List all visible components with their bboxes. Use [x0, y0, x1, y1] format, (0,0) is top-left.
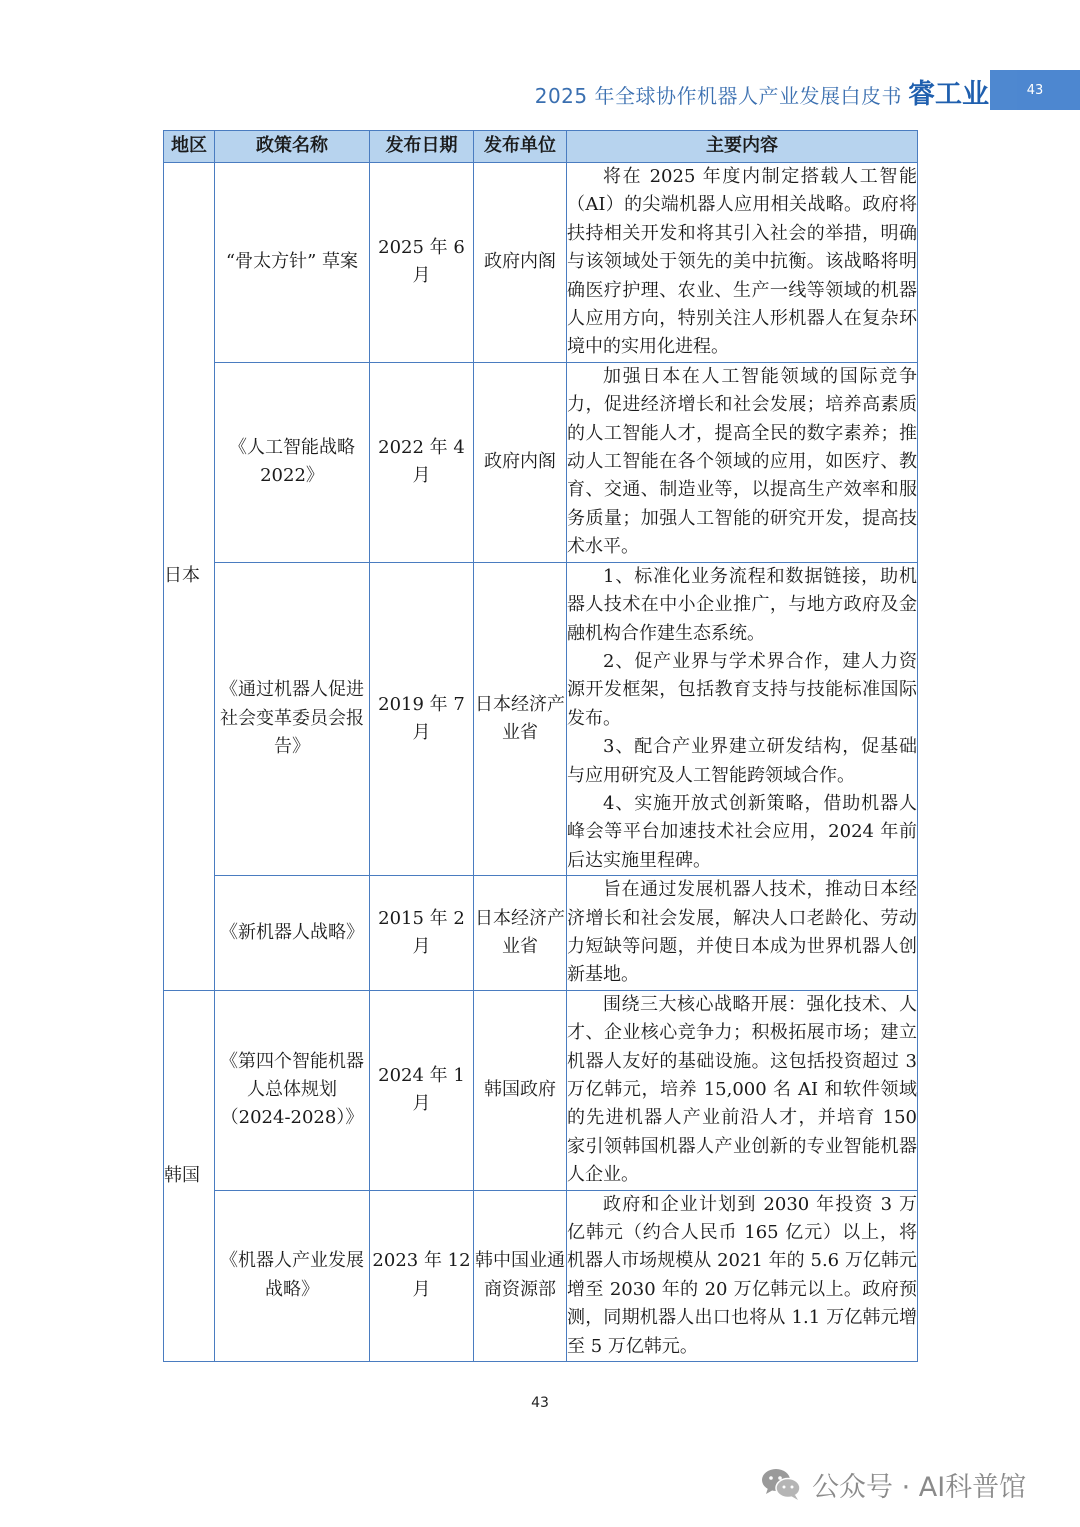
page-header — [0, 72, 1080, 110]
issuer-cell: 政府内阁 — [474, 362, 567, 562]
watermark-text: 公众号 · AI科普馆 — [812, 1471, 1027, 1503]
content-cell — [567, 362, 918, 562]
date-cell: 2025 年 6 月 — [370, 163, 474, 363]
content-paragraph: 4、实施开放式创新策略，借助机器人峰会等平台加速技术社会应用，2024 年前后达实施里程碑。 — [567, 792, 917, 871]
region-cell: 日本 — [164, 163, 215, 991]
region-cell: 韩国 — [164, 990, 215, 1361]
column-header-policy-name: 政策名称 — [215, 131, 370, 163]
page-number-tab: 43 — [990, 70, 1080, 110]
content-paragraph: 政府和企业计划到 2030 年投资 3 万亿韩元（约合人民币 165 亿元）以上，将机器人市场规模从 2021 年的 5.6 万亿韩元增至 2030 年的 20 万亿韩元以上。政府预测，同期机器人出口也将从 1.1 万亿韩元增至 5 万亿韩元。 — [567, 1193, 917, 1357]
column-header-date: 发布日期 — [370, 131, 474, 163]
table-row — [164, 362, 918, 562]
column-header-issuer: 发布单位 — [474, 131, 567, 163]
issuer-cell: 韩中国业通商资源部 — [474, 1190, 567, 1361]
content-cell — [567, 562, 918, 875]
content-cell — [567, 1190, 918, 1361]
date-cell: 2015 年 2 月 — [370, 876, 474, 991]
date-cell: 2022 年 4 月 — [370, 362, 474, 562]
content-paragraph: 旨在通过发展机器人技术，推动日本经济增长和社会发展，解决人口老龄化、劳动力短缺等问题，并使日本成为世界机器人创新基地。 — [567, 879, 917, 986]
content-paragraph: 1、标准化业务流程和数据链接，助机器人技术在中小企业推广，与地方政府及金融机构合作建生态系统。 — [567, 565, 917, 644]
wechat-icon — [760, 1466, 802, 1502]
document-title: 2025 年全球协作机器人产业发展白皮书 — [534, 84, 902, 108]
brand-logo: 睿工业 — [908, 79, 989, 110]
table-row — [164, 1190, 918, 1361]
table-header-row — [164, 131, 918, 163]
content-paragraph: 围绕三大核心战略开展：强化技术、人才、企业核心竞争力；积极拓展市场；建立机器人友好的基础设施。这包括投资超过 3 万亿韩元，培养 15,000 名 AI 和软件领域的先进机器人产业前沿人才，并培育 150 家引领韩国机器人产业创新的专业智能机器人企业。 — [567, 993, 917, 1186]
content-paragraph: 加强日本在人工智能领域的国际竞争力，促进经济增长和社会发展；培养高素质的人工智能人才，提高全民的数字素养；推动人工智能在各个领域的应用，如医疗、教育、交通、制造业等，以提高生产效率和服务质量；加强人工智能的研究开发，提高技术水平。 — [567, 365, 917, 558]
policy-name-cell: 《机器人产业发展战略》 — [215, 1190, 370, 1361]
date-cell: 2024 年 1 月 — [370, 990, 474, 1190]
content-paragraph: 2、促产业界与学术界合作，建人力资源开发框架，包括教育支持与技能标准国际发布。 — [567, 650, 917, 729]
issuer-cell: 政府内阁 — [474, 163, 567, 363]
policy-table — [163, 130, 918, 1362]
date-cell: 2019 年 7 月 — [370, 562, 474, 875]
content-cell — [567, 876, 918, 991]
column-header-content: 主要内容 — [567, 131, 918, 163]
content-cell — [567, 990, 918, 1190]
policy-name-cell: “骨太方针” 草案 — [215, 163, 370, 363]
policy-name-cell: 《人工智能战略 2022》 — [215, 362, 370, 562]
issuer-cell: 日本经济产业省 — [474, 876, 567, 991]
column-header-region: 地区 — [164, 131, 215, 163]
table-row — [164, 163, 918, 363]
content-cell — [567, 163, 918, 363]
policy-name-cell: 《新机器人战略》 — [215, 876, 370, 991]
watermark — [760, 1462, 1026, 1506]
issuer-cell: 韩国政府 — [474, 990, 567, 1190]
table-row — [164, 562, 918, 875]
page-number: 43 — [531, 1395, 549, 1411]
date-cell: 2023 年 12 月 — [370, 1190, 474, 1361]
policy-name-cell: 《第四个智能机器人总体规划（2024-2028）》 — [215, 990, 370, 1190]
table-row — [164, 990, 918, 1190]
content-paragraph: 3、配合产业界建立研发结构，促基础与应用研究及人工智能跨领域合作。 — [567, 736, 917, 786]
issuer-cell: 日本经济产业省 — [474, 562, 567, 875]
table-row — [164, 876, 918, 991]
content-paragraph: 将在 2025 年度内制定搭载人工智能（AI）的尖端机器人应用相关战略。政府将扶持相关开发和将其引入社会的举措，明确与该领域处于领先的美中抗衡。该战略将明确医疗护理、农业、生产一线等领域的机器人应用方向，特别关注人形机器人在复杂环境中的实用化进程。 — [567, 166, 917, 358]
policy-name-cell: 《通过机器人促进社会变革委员会报告》 — [215, 562, 370, 875]
